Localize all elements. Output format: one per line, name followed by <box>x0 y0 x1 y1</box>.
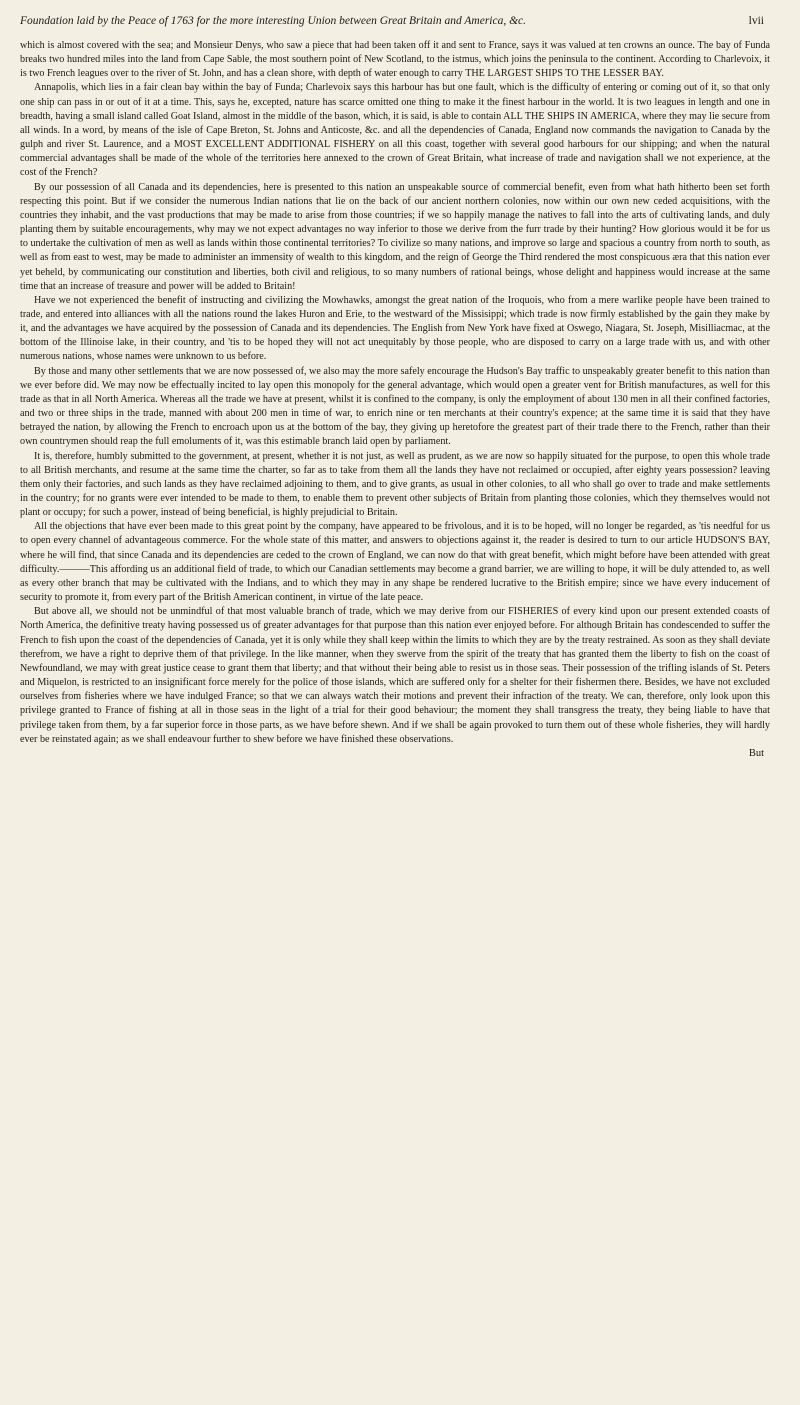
paragraph: which is almost covered with the sea; and Monsieur Denys, who saw a piece that had been taken off it and sent to France, says it was valued at ten crowns an ounce. The bay of Funda breaks two hundred miles into the land from Cape Sable, the most southern point of New Scotland, to the istmus, which joins the peninsula to the continent. According to Charlevoix, it is two French leagues over to the river of St. John, and has a clean shore, with depth of water enough to carry THE LARGEST SHIPS TO THE LESSER BAY. <box>20 40 770 80</box>
running-title: Foundation laid by the Peace of 1763 for the more interesting Union between Great Britain and America, &c. <box>20 15 527 27</box>
paragraph: By our possession of all Canada and its dependencies, here is presented to this nation an unspeakable source of commercial benefit, even from what hath hitherto been set forth respecting this point. But if we consider the numerous Indian nations that lie on the back of our ancient northern colonies, now within our own new ceded acquisitions, with the countries they inhabit, and the vast productions that may be made to arise from those countries; if we so happily manage the natives to fall into the arts of cultivating lands, and duly planting them by suitable encouragements, why may we not expect advantages no way inferior to those we derive from the furr trade by their hunting? How glorious would it be for us to undertake the cultivation of men as well as lands within those continental territories? To civilize so many nations, and improve so large and spacious a country from north to south, as well as from east to west, may be made to administer an immensity of wealth to this kingdom, and the reign of George the Third rendered the most conspicuous æra that this nation ever yet beheld, by communicating our constitution and liberties, both civil and religious, to so many numbers of rational beings, whose delight and happiness would increase at the same time that an increase of treasure and power will be added to Britain! <box>20 181 770 292</box>
body-text <box>20 39 770 747</box>
running-head <box>20 14 770 28</box>
paragraph: Annapolis, which lies in a fair clean bay within the bay of Funda; Charlevoix says this harbour has but one fault, which is the difficulty of entering or coming out of it, so that only one ship can pass in or out of it at a time. This, says he, excepted, nature has scarce omitted one thing to make it the finest harbour in the world. It is two leagues in length and one in breadth, having a small island called Goat Island, almost in the middle of the bason, which, it is said, is able to contain ALL THE SHIPS IN AMERICA, where they may lie secure from all winds. In a word, by means of the isle of Cape Breton, St. Johns and Anticoste, &c. and all the dependencies of Canada, England now commands the navigation to Canada by the gulph and river St. Laurence, and a MOST EXCELLENT ADDITIONAL FISHERY on all this coast, together with several good harbours for our shipping; and when the natural commercial advantages shall be made of the whole of the territories here annexed to the crown of Great Britain, what increase of trade and navigation shall we not experience, at the cost of the French? <box>20 82 770 179</box>
paragraph: It is, therefore, humbly submitted to the government, at present, whether it is not just, as well as prudent, as we are now so happily situated for the purpose, to open this whole trade to all British merchants, and resume at the same time the charter, so far as to take from them all the lands they have not reclaimed or occupied, after eighty years possession? leaving them only their factories, and such lands as they have reclaimed adjoining to them, and to give grants, as usual in other colonies, to all who shall go over to trade and make settlements in the country; for no grants were ever intended to be made to them, to enable them to prevent other subjects of Britain from planting those colonies, which they themselves would not plant or occupy; for such a power, instead of being beneficial, is highly prejudicial to Britain. <box>20 450 770 519</box>
paragraph: By those and many other settlements that we are now possessed of, we also may the more safely encourage the Hudson's Bay traffic to unspeakably greater benefit to this nation than we ever before did. We may now be effectually incited to lay open this monopoly for the general advantage, which would open a greater vent for British manufactures, as well for this trade as that in all North America. Whereas all the trade we have at present, whilst it is confined to the company, is only the employment of about 130 men in all their confined factories, and two or three ships in the trade, manned with about 200 men in time of war, to enrich nine or ten merchants at their country's expence; at the same time it is said that they have betrayed the nation, by allowing the French to encroach upon us at the bottom of the bay, they giving up heretofore the greatest part of their trade there to the French, rather than their own countrymen should reap the full emoluments of it, was this estimable branch laid open by parliament. <box>20 365 770 448</box>
paragraph: But above all, we should not be unmindful of that most valuable branch of trade, which we may derive from our FISHERIES of every kind upon our present extended coasts of North America, the definitive treaty having possessed us of greater advantages for that purpose than this nation ever enjoyed before. For although Britain has condescended to suffer the French to fish upon the coast of the dependencies of Canada, yet it is only while they shall keep within the limits to which they are by the treaty restrained. As soon as they shall deviate therefrom, we have a right to deprive them of that privilege. In the like manner, when they swerve from the spirit of the treaty that has granted them the liberty to fish on the coast of Newfoundland, we may with great justice cease to grant them that liberty; and that without their being able to resist us in those seas. Their possession of the trifling islands of St. Peters and Miquelon, is restricted to an insignificant force merely for the police of those islands, which are suffered only for a shelter for their fishermen there. Besides, we have not excluded ourselves from fisheries where we have indulged France; so that we can always watch their motions and prevent their infraction of the treaty. We can, therefore, only look upon this privilege granted to France of fishing at all in those seas in the light of a trial for their good behaviour; the moment they shall transgress the treaty, they being liable to have that privilege taken from them, by a far superior force in those parts, as we have before shewn. And if we shall be again provoked to turn them out of these whole fisheries, they will hardly ever be reinstated again; as we shall endeavour further to shew before we have finished these observations. <box>20 606 770 745</box>
paragraph: Have we not experienced the benefit of instructing and civilizing the Mowhawks, amongst the great nation of the Iroquois, who from a mere warlike people have been trained to trade, and entered into alliances with all the nations round the lakes Huron and Erie, to the westward of the Missisippi; which trade is now firmly established by the gain they make by it, and the advantages we have acquired by the possession of Canada and its dependencies. The English from New York have fixed at Oswego, Niagara, St. Joseph, Misilliacmac, at the bottom of the Illinoise lake, in their country, and 'tis to be hoped they will not act unequitably by those people, who are disposed to carry on a large trade with us, and with other numerous nations, whose names were unknown to us before. <box>20 294 770 363</box>
page-number: lvii <box>748 15 764 27</box>
paragraph: All the objections that have ever been made to this great point by the company, have appeared to be frivolous, and it is to be hoped, will no longer be regarded, as 'tis needful for us to open every channel of advantageous commerce. For the whole state of this matter, and answers to objections against it, the reader is desired to turn to our article HUDSON'S BAY, where he will find, that since Canada and its dependencies are ceded to the crown of England, we can now do that with great benefit, which might before have been attended with great difficulty.———This affording us an additional field of trade, to which our Canadian settlements may become a grand barrier, we are willing to hope, it will be duly attended to, as well as every other branch that may be cultivated with the Indians, and to which they may in any shape be rendered lucrative to the British empire; since we have every inducement of security to promote it, from every part of the British American continent, in virtue of the late peace. <box>20 521 770 604</box>
catchword: But <box>748 747 764 759</box>
